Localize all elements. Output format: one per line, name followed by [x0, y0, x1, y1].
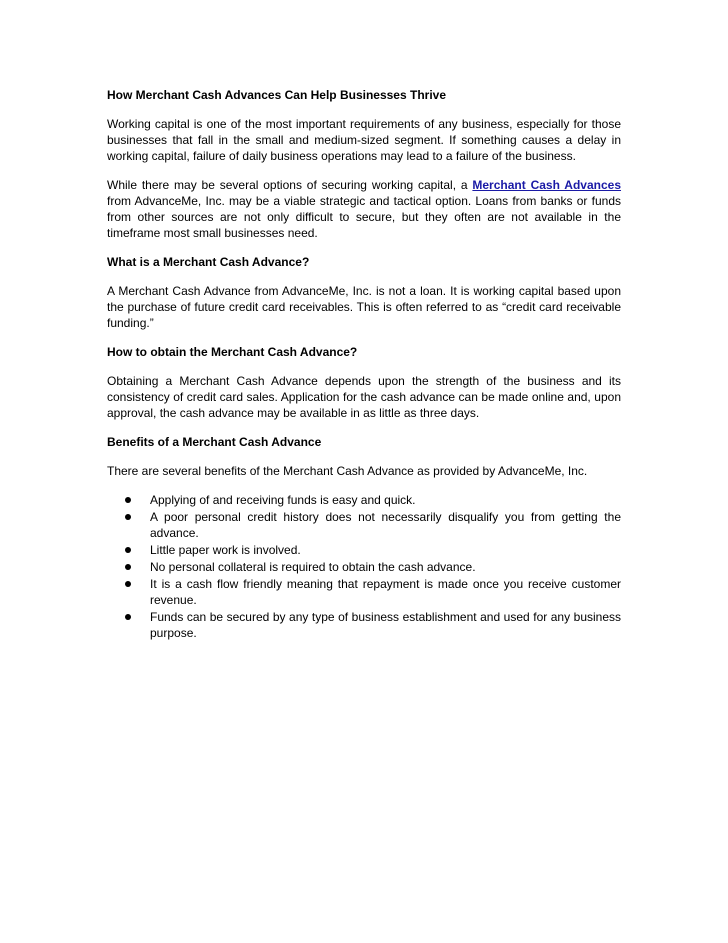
benefits-list [107, 492, 621, 641]
bullet-icon [125, 614, 131, 620]
section-body-what-is: A Merchant Cash Advance from AdvanceMe, Inc. is not a loan. It is working capital based upon the purchase of future credit card receivables. This is often referred to as “credit card receivable funding.” [107, 284, 621, 330]
list-item [107, 576, 621, 608]
bullet-icon [125, 581, 131, 587]
list-item [107, 509, 621, 541]
options-text-before: While there may be several options of securing working capital, a [107, 178, 473, 192]
list-item [107, 492, 621, 508]
section-heading-benefits: Benefits of a Merchant Cash Advance [107, 435, 322, 449]
list-item-text: Little paper work is involved. [150, 543, 301, 557]
bullet-icon [125, 497, 131, 503]
intro-paragraph: Working capital is one of the most important requirements of any business, especially for those businesses that fall in the small and medium-sized segment. If something causes a delay in working capital, failure of daily business operations may lead to a failure of the business. [107, 117, 621, 163]
options-paragraph [107, 177, 621, 241]
list-item [107, 559, 621, 575]
list-item-text: Applying of and receiving funds is easy and quick. [150, 493, 416, 507]
list-item-text: It is a cash flow friendly meaning that repayment is made once you receive customer revenue. [150, 577, 621, 607]
section-body-benefits: There are several benefits of the Merchant Cash Advance as provided by AdvanceMe, Inc. [107, 464, 588, 478]
options-text-after: from AdvanceMe, Inc. may be a viable strategic and tactical option. Loans from banks or funds from other sources are not only difficult to secure, but they often are not available in the timeframe most small businesses need. [107, 194, 621, 240]
document-title: How Merchant Cash Advances Can Help Businesses Thrive [107, 88, 446, 102]
list-item [107, 609, 621, 641]
section-heading-how-to-obtain: How to obtain the Merchant Cash Advance? [107, 345, 358, 359]
merchant-cash-advances-link[interactable]: Merchant Cash Advances [472, 178, 622, 192]
bullet-icon [125, 514, 131, 520]
list-item-text: A poor personal credit history does not necessarily disqualify you from getting the advance. [150, 510, 621, 540]
section-heading-what-is: What is a Merchant Cash Advance? [107, 255, 310, 269]
list-item-text: Funds can be secured by any type of business establishment and used for any business purpose. [150, 610, 621, 640]
bullet-icon [125, 564, 131, 570]
list-item-text: No personal collateral is required to obtain the cash advance. [150, 560, 476, 574]
section-body-how-to-obtain: Obtaining a Merchant Cash Advance depends upon the strength of the business and its consistency of credit card sales. Application for the cash advance can be made online and, upon approval, the cash advance may be available in as little as three days. [107, 374, 621, 420]
bullet-icon [125, 547, 131, 553]
list-item [107, 542, 621, 558]
